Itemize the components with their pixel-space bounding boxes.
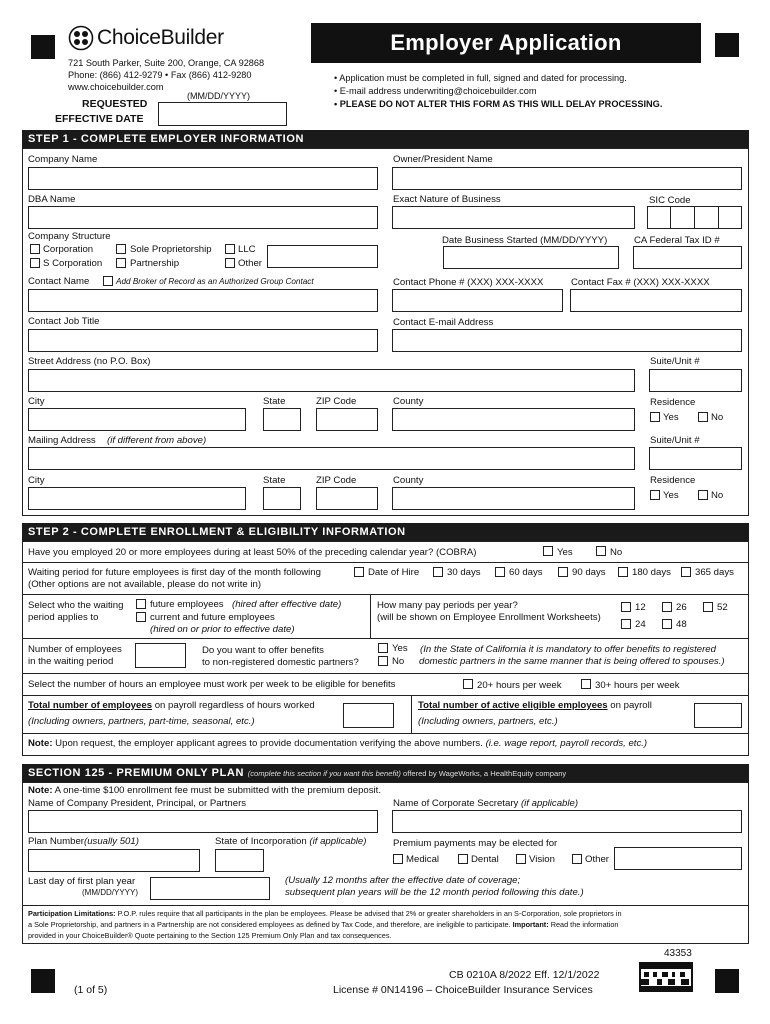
sole-proprietorship-checkbox[interactable] — [116, 244, 126, 254]
pay-52-checkbox[interactable] — [703, 602, 713, 612]
registration-mark-top-left — [31, 35, 55, 59]
contact-fax-input[interactable] — [570, 289, 742, 312]
total-active-input[interactable] — [694, 703, 742, 728]
60-days-checkbox[interactable] — [495, 567, 505, 577]
company-address: 721 South Parker, Suite 200, Orange, CA 92868 — [68, 58, 265, 68]
mailing-residence-label: Residence — [650, 475, 696, 486]
60-days-label: 60 days — [509, 567, 543, 578]
company-structure-label: Company Structure — [28, 231, 111, 242]
participation-line-3: provided in your ChoiceBuilder® Quote pertaining to the Section 125 Premium Only Plan and tax consequences. — [28, 931, 392, 940]
state-input[interactable] — [263, 408, 301, 431]
last-day-label: Last day of first plan year — [28, 876, 136, 887]
step2-rule-6 — [22, 733, 749, 734]
sic-divider-2 — [694, 206, 695, 229]
mailing-address-note: (if different from above) — [107, 435, 207, 446]
usually-12-months-note-2: subsequent plan years will be the 12 month period following this date.) — [285, 887, 584, 898]
registration-mark-bottom-right — [715, 969, 739, 993]
dental-checkbox[interactable] — [458, 854, 468, 864]
s-corporation-checkbox[interactable] — [30, 258, 40, 268]
plan-number-label — [28, 837, 139, 847]
usually-12-months-note-1: (Usually 12 months after the effective date of coverage; — [285, 875, 521, 886]
cobra-yes-checkbox[interactable] — [543, 546, 553, 556]
city-input[interactable] — [28, 408, 246, 431]
step2-note-italic: (i.e. wage report, payroll records, etc.) — [485, 738, 648, 749]
suite-unit-label: Suite/Unit # — [650, 356, 700, 367]
step2-note-text: Upon request, the employer applicant agrees to provide documentation verifying the above numbers. — [52, 738, 486, 749]
mailing-residence-no-checkbox[interactable] — [698, 490, 708, 500]
num-waiting-input[interactable] — [135, 643, 186, 668]
step2-rule-4 — [22, 673, 749, 674]
waiting-period-note: (Other options are not available, please do not write in) — [28, 579, 262, 590]
corporation-checkbox[interactable] — [30, 244, 40, 254]
logo-icon — [68, 25, 94, 51]
contact-name-input[interactable] — [28, 289, 378, 312]
select-who-label-2: period applies to — [28, 612, 99, 623]
step1-title: STEP 1 - COMPLETE EMPLOYER INFORMATION — [28, 133, 305, 145]
section125-note-text: A one-time $100 enrollment fee must be submitted with the premium deposit. — [52, 785, 382, 796]
mailing-county-input[interactable] — [392, 487, 635, 510]
mailing-address-label: Mailing Address — [28, 435, 96, 446]
current-employees-checkbox[interactable] — [136, 612, 146, 622]
ca-mandate-note-2: domestic partners in the same manner that is being offered to spouses.) — [419, 656, 725, 667]
page-title: Employer Application — [390, 30, 622, 55]
logo-text: ChoiceBuilder — [97, 26, 224, 49]
section125-subtitle-italic: (complete this section if you want this benefit) — [247, 769, 401, 778]
future-employees-checkbox[interactable] — [136, 599, 146, 609]
other-premium-checkbox[interactable] — [572, 854, 582, 864]
sic-divider-1 — [670, 206, 671, 229]
president-label: Name of Company President, Principal, or Partners — [28, 798, 247, 809]
participation-bold: Participation Limitations: — [28, 909, 116, 918]
cobra-question: Have you employed 20 or more employees during at least 50% of the preceding calendar year? (COBRA) — [28, 547, 477, 558]
other-premium-label: Other — [585, 854, 609, 865]
contact-job-label: Contact Job Title — [28, 316, 100, 327]
zip-label: ZIP Code — [316, 396, 357, 407]
secretary-input[interactable] — [392, 810, 742, 833]
365-days-label: 365 days — [695, 567, 734, 578]
county-input[interactable] — [392, 408, 635, 431]
domestic-partner-question-1: Do you want to offer benefits — [202, 645, 324, 656]
domestic-no-checkbox[interactable] — [378, 656, 388, 666]
last-day-format: (MM/DD/YYYY) — [82, 888, 138, 897]
sole-proprietorship-label: Sole Proprietorship — [130, 244, 212, 255]
pay-52-label: 52 — [717, 602, 728, 613]
90-days-label: 90 days — [572, 567, 606, 578]
sic-divider-3 — [718, 206, 719, 229]
step2-vertical-rule — [370, 594, 371, 638]
vision-checkbox[interactable] — [516, 854, 526, 864]
pay-periods-question: How many pay periods per year? — [377, 600, 518, 611]
180-days-label: 180 days — [632, 567, 671, 578]
hours-20-label: 20+ hours per week — [477, 680, 562, 691]
total-employees-label — [28, 701, 315, 711]
header-note-2: • E-mail address underwriting@choicebuilder.com — [334, 86, 537, 96]
step1-header — [22, 130, 749, 148]
dba-name-input[interactable] — [28, 206, 378, 229]
select-who-label-1: Select who the waiting — [28, 600, 124, 611]
ca-tax-id-label: CA Federal Tax ID # — [634, 235, 720, 246]
participation-text-1: P.O.P. rules require that all participants in the plan be employees. Please be advised that 2% or greater shareholders in an S-Corporation, sole proprietors in — [115, 909, 622, 918]
pay-12-label: 12 — [635, 602, 646, 613]
step2-vertical-rule-2 — [411, 695, 412, 733]
secretary-if-applicable: (if applicable) — [520, 798, 579, 809]
future-employees-label: future employees — [150, 599, 224, 610]
dental-label: Dental — [471, 854, 499, 865]
llc-label: LLC — [238, 244, 256, 255]
pay-24-checkbox[interactable] — [621, 619, 631, 629]
section125-note — [28, 786, 381, 796]
form-id: CB 0210A 8/2022 Eff. 12/1/2022 — [449, 969, 600, 981]
contact-phone-label: Contact Phone # (XXX) XXX-XXXX — [393, 277, 544, 288]
pay-12-checkbox[interactable] — [621, 602, 631, 612]
state-incorporation-if-applicable: (if applicable) — [309, 836, 367, 847]
30-days-label: 30 days — [447, 567, 481, 578]
president-input[interactable] — [28, 810, 378, 833]
mailing-city-input[interactable] — [28, 487, 246, 510]
page-title-banner — [311, 23, 701, 63]
state-label: State — [263, 396, 286, 407]
total-active-label — [418, 701, 652, 711]
90-days-checkbox[interactable] — [558, 567, 568, 577]
vision-label: Vision — [529, 854, 555, 865]
residence-yes-checkbox[interactable] — [650, 412, 660, 422]
requested-effective-date-input[interactable] — [158, 102, 287, 126]
partnership-checkbox[interactable] — [116, 258, 126, 268]
num-waiting-label-1: Number of employees — [28, 644, 122, 655]
step2-rule-5 — [22, 695, 749, 696]
form-number: 43353 — [664, 948, 692, 959]
section125-header — [22, 764, 749, 782]
page-number: (1 of 5) — [74, 984, 108, 996]
date-format-hint: (MM/DD/YYYY) — [187, 91, 250, 101]
add-broker-checkbox[interactable] — [103, 276, 113, 286]
mailing-address-input[interactable] — [28, 447, 635, 470]
date-of-hire-checkbox[interactable] — [354, 567, 364, 577]
residence-label: Residence — [650, 397, 696, 408]
step2-title: STEP 2 - COMPLETE ENROLLMENT & ELIGIBILITY INFORMATION — [28, 526, 406, 538]
hours-20-checkbox[interactable] — [463, 679, 473, 689]
total-employees-input[interactable] — [343, 703, 394, 728]
pay-48-checkbox[interactable] — [662, 619, 672, 629]
participation-text-2a: a Sole Proprietorship, and partners in a Partnership are not considered employees as defined by Tax Code, and therefore, are ineligible to participate. — [28, 920, 513, 929]
nature-business-label: Exact Nature of Business — [393, 194, 501, 205]
header-note-1: • Application must be completed in full, signed and dated for processing. — [334, 73, 627, 83]
participation-line-1 — [28, 910, 622, 917]
company-phone-fax: Phone: (866) 412-9279 • Fax (866) 412-9280 — [68, 70, 252, 80]
contact-name-label: Contact Name — [28, 276, 90, 287]
state-incorporation-text: State of Incorporation — [215, 836, 307, 847]
medical-checkbox[interactable] — [393, 854, 403, 864]
current-employees-label: current and future employees — [150, 612, 275, 623]
participation-important: Important: — [512, 920, 549, 929]
logo — [68, 24, 228, 52]
plan-number-input[interactable] — [28, 849, 200, 872]
hours-question: Select the number of hours an employee must work per week to be eligible for benefits — [28, 679, 396, 690]
effective-date-label: EFFECTIVE DATE — [55, 113, 144, 125]
mailing-city-label: City — [28, 475, 45, 486]
residence-no-checkbox[interactable] — [698, 412, 708, 422]
header-note-3: • PLEASE DO NOT ALTER THIS FORM AS THIS WILL DELAY PROCESSING. — [334, 99, 663, 109]
zip-input[interactable] — [316, 408, 378, 431]
contact-job-input[interactable] — [28, 329, 378, 352]
premium-payments-label: Premium payments may be elected for — [393, 838, 558, 849]
total-employees-bold: Total number of employees — [28, 700, 153, 711]
mailing-state-input[interactable] — [263, 487, 301, 510]
180-days-checkbox[interactable] — [618, 567, 628, 577]
company-website: www.choicebuilder.com — [68, 82, 164, 92]
domestic-yes-checkbox[interactable] — [378, 643, 388, 653]
step2-rule-1 — [22, 562, 749, 563]
mailing-residence-no-label: No — [711, 490, 724, 501]
mailing-county-label: County — [393, 475, 424, 486]
residence-yes-label: Yes — [663, 412, 679, 423]
total-active-note: (Including owners, partners, etc.) — [418, 716, 558, 727]
domestic-yes-label: Yes — [392, 643, 408, 654]
llc-checkbox[interactable] — [225, 244, 235, 254]
domestic-no-label: No — [392, 656, 405, 667]
section125-rule — [22, 905, 749, 906]
ca-tax-id-input[interactable] — [633, 246, 742, 269]
step2-note-bold: Note: — [28, 738, 53, 749]
requested-label: REQUESTED — [82, 98, 148, 110]
last-day-input[interactable] — [150, 877, 270, 900]
state-incorporation-label — [215, 837, 366, 847]
city-label: City — [28, 396, 45, 407]
total-employees-note: (Including owners, partners, part-time, seasonal, etc.) — [28, 716, 255, 727]
step2-note — [28, 739, 647, 749]
contact-email-label: Contact E-mail Address — [393, 317, 494, 328]
owner-name-label: Owner/President Name — [393, 154, 493, 165]
street-address-input[interactable] — [28, 369, 635, 392]
nature-business-input[interactable] — [392, 206, 635, 229]
other-structure-checkbox[interactable] — [225, 258, 235, 268]
waiting-period-question: Waiting period for future employees is first day of the month following — [28, 567, 321, 578]
ca-mandate-note-1: (In the State of California it is mandatory to offer benefits to registered — [420, 644, 716, 655]
total-active-rest: on payroll — [607, 700, 652, 711]
cobra-yes-label: Yes — [557, 547, 573, 558]
cobra-no-checkbox[interactable] — [596, 546, 606, 556]
other-premium-input[interactable] — [614, 847, 742, 870]
residence-no-label: No — [711, 412, 724, 423]
add-broker-label: Add Broker of Record as an Authorized Group Contact — [116, 277, 314, 286]
step2-rule-3 — [22, 638, 749, 639]
domestic-partner-question-2: to non-registered domestic partners? — [202, 657, 359, 668]
date-started-label: Date Business Started (MM/DD/YYYY) — [442, 235, 608, 246]
s-corporation-label: S Corporation — [43, 258, 103, 269]
plan-number-usually: (usually 501) — [84, 836, 139, 847]
num-waiting-label-2: in the waiting period — [28, 656, 114, 667]
step2-header — [22, 523, 749, 541]
total-active-bold: Total number of active eligible employees — [418, 700, 608, 711]
owner-name-input[interactable] — [392, 167, 742, 190]
contact-phone-input[interactable] — [392, 289, 563, 312]
section125-note-bold: Note: — [28, 785, 53, 796]
mailing-state-label: State — [263, 475, 286, 486]
county-label: County — [393, 396, 424, 407]
date-started-input[interactable] — [443, 246, 619, 269]
step2-rule-2 — [22, 594, 749, 595]
company-name-label: Company Name — [28, 154, 98, 165]
participation-text-2b: Read the information — [548, 920, 619, 929]
date-of-hire-label: Date of Hire — [368, 567, 420, 578]
other-structure-input[interactable] — [267, 245, 378, 268]
hours-30-label: 30+ hours per week — [595, 680, 680, 691]
pay-48-label: 48 — [676, 619, 687, 630]
mailing-suite-input[interactable] — [649, 447, 742, 470]
registration-mark-top-right — [715, 33, 739, 57]
future-employees-note: (hired after effective date) — [232, 599, 342, 610]
street-address-label: Street Address (no P.O. Box) — [28, 356, 151, 367]
secretary-label — [393, 799, 578, 809]
mailing-suite-label: Suite/Unit # — [650, 435, 700, 446]
registration-mark-bottom-left — [31, 969, 55, 993]
pay-24-label: 24 — [635, 619, 646, 630]
cobra-no-label: No — [610, 547, 623, 558]
total-employees-rest: on payroll regardless of hours worked — [152, 700, 315, 711]
mailing-residence-yes-label: Yes — [663, 490, 679, 501]
365-days-checkbox[interactable] — [681, 567, 691, 577]
pay-26-checkbox[interactable] — [662, 602, 672, 612]
pay-periods-note: (will be shown on Employee Enrollment Worksheets) — [377, 612, 601, 623]
section125-title: SECTION 125 - PREMIUM ONLY PLAN — [28, 767, 245, 779]
partnership-label: Partnership — [130, 258, 180, 269]
contact-email-input[interactable] — [392, 329, 742, 352]
dba-name-label: DBA Name — [28, 194, 76, 205]
pay-26-label: 26 — [676, 602, 687, 613]
mailing-residence-yes-checkbox[interactable] — [650, 490, 660, 500]
suite-unit-input[interactable] — [649, 369, 742, 392]
sic-code-label: SIC Code — [649, 195, 691, 206]
medical-label: Medical — [406, 854, 440, 865]
other-structure-label: Other — [238, 258, 262, 269]
license-line: License # 0N14196 – ChoiceBuilder Insurance Services — [333, 984, 593, 996]
hours-30-checkbox[interactable] — [581, 679, 591, 689]
contact-fax-label: Contact Fax # (XXX) XXX-XXXX — [571, 277, 710, 288]
30-days-checkbox[interactable] — [433, 567, 443, 577]
section125-subtitle: offered by WageWorks, a HealthEquity company — [400, 769, 567, 778]
company-name-input[interactable] — [28, 167, 378, 190]
current-employees-note: (hired on or prior to effective date) — [150, 624, 295, 635]
mailing-zip-input[interactable] — [316, 487, 378, 510]
barcode-icon — [639, 962, 693, 992]
participation-line-2 — [28, 921, 618, 928]
corporation-label: Corporation — [43, 244, 94, 255]
plan-number-text: Plan Number — [28, 836, 84, 847]
mailing-zip-label: ZIP Code — [316, 475, 357, 486]
secretary-label-text: Name of Corporate Secretary — [393, 798, 519, 809]
state-incorporation-input[interactable] — [215, 849, 264, 872]
